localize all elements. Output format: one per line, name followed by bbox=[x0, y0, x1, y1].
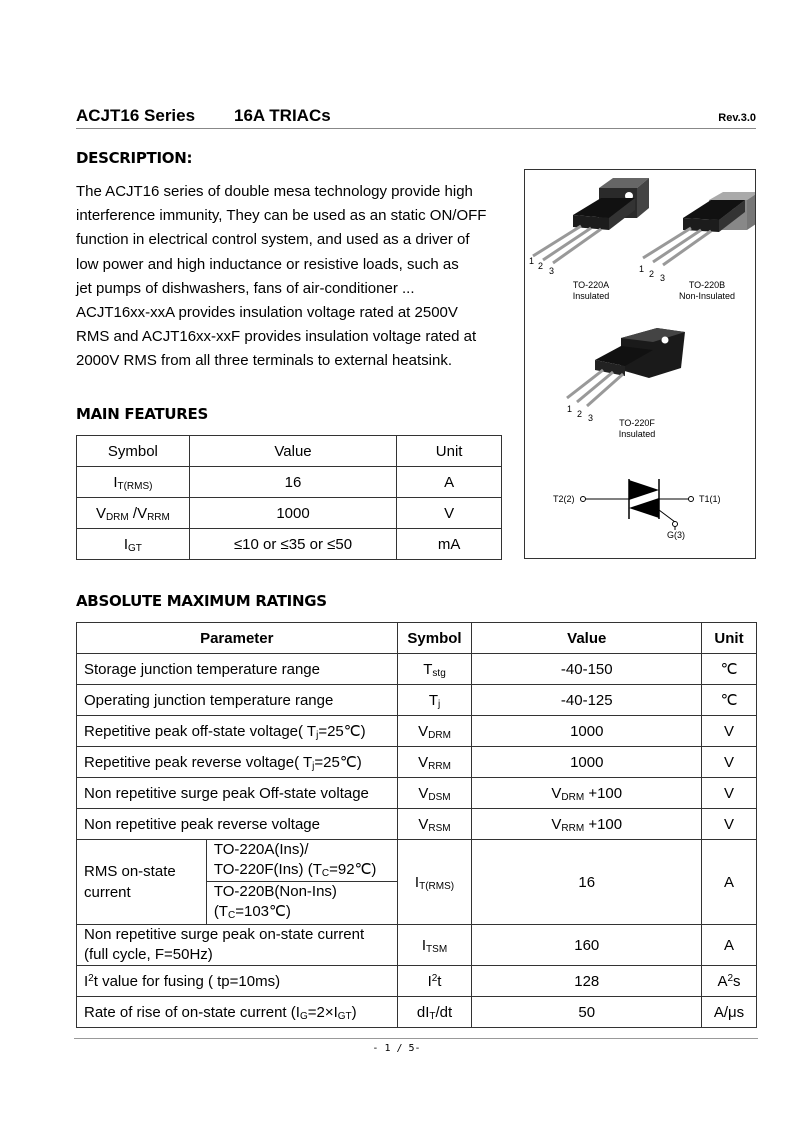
page-number: - 1 / 5- bbox=[372, 1043, 421, 1054]
column-header: Parameter bbox=[77, 623, 398, 654]
unit-cell: ℃ bbox=[702, 654, 757, 685]
value-cell: 1000 bbox=[472, 747, 702, 778]
table-row bbox=[77, 747, 757, 778]
package-label-b bbox=[667, 280, 747, 302]
to220b-package-icon bbox=[643, 192, 755, 265]
unit-cell: V bbox=[702, 809, 757, 840]
footer-rule bbox=[74, 1038, 758, 1039]
column-header: Symbol bbox=[397, 623, 472, 654]
symbol-cell: $I^2t$ bbox=[397, 966, 472, 997]
pin-label: 2 bbox=[649, 269, 655, 279]
parameter-cell: Repetitive peak reverse voltage( $T_j=25℃$) bbox=[77, 747, 398, 778]
t2-terminal-label: T2(2) bbox=[553, 494, 575, 504]
column-header: Value bbox=[189, 436, 396, 467]
table-row bbox=[77, 809, 757, 840]
unit-cell: V bbox=[397, 498, 502, 529]
description-text bbox=[76, 180, 516, 374]
table-row bbox=[77, 966, 757, 997]
triac-symbol-icon bbox=[581, 479, 694, 530]
table-row bbox=[77, 716, 757, 747]
parameter-cell: Non repetitive surge peak on-state current (full cycle, F=50Hz) bbox=[77, 925, 398, 966]
value-cell: 16 bbox=[472, 840, 702, 925]
package-name: TO-220A bbox=[572, 280, 610, 290]
condition-insulated: TO-220A(Ins)/ TO-220F(Ins) $(T_C=92℃)$ bbox=[213, 841, 377, 879]
table-row bbox=[77, 778, 757, 809]
parameter-cell: Non repetitive surge peak Off-state voltage bbox=[77, 778, 398, 809]
symbol-cell: $V_{DSM}$ bbox=[397, 778, 472, 809]
value-cell: -40-125 bbox=[472, 685, 702, 716]
symbol-cell: $T_{stg}$ bbox=[397, 654, 472, 685]
condition-non-insulated: TO-220B(Non-Ins) $(T_C=103℃)$ bbox=[207, 881, 397, 924]
column-header: Value bbox=[472, 623, 702, 654]
table-row bbox=[77, 997, 757, 1028]
value-cell: 50 bbox=[472, 997, 702, 1028]
to220a-package-icon bbox=[533, 178, 649, 263]
parameter-cell: Operating junction temperature range bbox=[77, 685, 398, 716]
parameter-cell: Storage junction temperature range bbox=[77, 654, 398, 685]
parameter-cell: RMS on-state current bbox=[77, 840, 207, 925]
gate-terminal-label: G(3) bbox=[667, 530, 685, 540]
value-cell: ≤10 or ≤35 or ≤50 bbox=[189, 529, 396, 560]
package-label-a bbox=[559, 280, 623, 302]
table-row bbox=[77, 529, 502, 560]
package-insulation: Insulated bbox=[618, 429, 656, 439]
to220f-package-icon bbox=[567, 328, 685, 406]
symbol-cell: $I_{GT}$ bbox=[77, 529, 190, 560]
value-cell: $V_{DRM} +100$ bbox=[472, 778, 702, 809]
table-header-row bbox=[77, 436, 502, 467]
symbol-cell: $V_{DRM}$ bbox=[397, 716, 472, 747]
description-line: 2000V RMS from all three terminals to external heatsink. bbox=[76, 352, 453, 370]
features-heading: MAIN FEATURES bbox=[76, 405, 208, 423]
package-insulation: Non-Insulated bbox=[678, 291, 736, 301]
symbol-cell: $I_{T(RMS)}$ bbox=[397, 840, 472, 925]
pin-label: 2 bbox=[577, 409, 583, 419]
unit-cell: A bbox=[397, 467, 502, 498]
description-line: interference immunity, They can be used as an static ON/OFF bbox=[76, 207, 487, 225]
table-row bbox=[77, 654, 757, 685]
description-line: low power and high inductance or resistive loads, such as bbox=[76, 255, 459, 273]
symbol-cell: $dI_T/dt$ bbox=[397, 997, 472, 1028]
column-header: Symbol bbox=[77, 436, 190, 467]
table-header-row bbox=[77, 623, 757, 654]
unit-cell: V bbox=[702, 778, 757, 809]
unit-cell: mA bbox=[397, 529, 502, 560]
column-header: Unit bbox=[397, 436, 502, 467]
value-cell: $V_{RRM} +100$ bbox=[472, 809, 702, 840]
symbol-cell: $V_{DRM}$ $/V_{RRM}$ bbox=[77, 498, 190, 529]
product-title: 16A TRIACs bbox=[234, 106, 331, 125]
unit-cell: ℃ bbox=[702, 685, 757, 716]
unit-cell: A/μs bbox=[702, 997, 757, 1028]
value-cell: -40-150 bbox=[472, 654, 702, 685]
unit-cell: V bbox=[702, 747, 757, 778]
value-cell: 160 bbox=[472, 925, 702, 966]
pin-label: 3 bbox=[660, 273, 666, 283]
table-row bbox=[77, 685, 757, 716]
symbol-cell: $V_{RSM}$ bbox=[397, 809, 472, 840]
pin-label: 2 bbox=[538, 261, 544, 271]
unit-cell: $A^2s$ bbox=[702, 966, 757, 997]
description-line: The ACJT16 series of double mesa technology provide high bbox=[76, 183, 473, 200]
ratings-heading: ABSOLUTE MAXIMUM RATINGS bbox=[76, 592, 327, 610]
pin-label: 1 bbox=[639, 264, 645, 274]
package-name: TO-220F bbox=[619, 418, 655, 428]
table-row bbox=[77, 925, 757, 966]
package-figure bbox=[524, 169, 756, 559]
description-heading: DESCRIPTION: bbox=[76, 149, 193, 167]
parameter-cell: Rate of rise of on-state current $(I_G=2\times I_{GT})$ bbox=[77, 997, 398, 1028]
unit-cell: A bbox=[702, 925, 757, 966]
table-row bbox=[77, 498, 502, 529]
description-line: function in electrical control system, and used as a driver of bbox=[76, 231, 470, 249]
description-line: RMS and ACJT16xx-xxF provides insulation voltage rated at bbox=[76, 328, 477, 346]
parameter-cell: Non repetitive peak reverse voltage bbox=[77, 809, 398, 840]
t1-terminal-label: T1(1) bbox=[699, 494, 721, 504]
pin-label: 3 bbox=[549, 266, 555, 276]
revision-label: Rev.3.0 bbox=[718, 112, 756, 124]
unit-cell: V bbox=[702, 716, 757, 747]
parameter-cell: Repetitive peak off-state voltage( $T_j=25℃$) bbox=[77, 716, 398, 747]
column-header: Unit bbox=[702, 623, 757, 654]
symbol-cell: $T_j$ bbox=[397, 685, 472, 716]
pin-label: 3 bbox=[588, 413, 594, 423]
unit-cell: A bbox=[702, 840, 757, 925]
symbol-cell: $V_{RRM}$ bbox=[397, 747, 472, 778]
symbol-cell: $I_{TSM}$ bbox=[397, 925, 472, 966]
table-row bbox=[77, 840, 757, 925]
value-cell: 128 bbox=[472, 966, 702, 997]
package-insulation: Insulated bbox=[572, 291, 610, 301]
description-line: ACJT16xx-xxA provides insulation voltage rated at 2500V bbox=[76, 304, 458, 322]
features-table bbox=[76, 435, 502, 560]
condition-cell bbox=[206, 840, 397, 925]
value-cell: 1000 bbox=[189, 498, 396, 529]
series-title: ACJT16 Series bbox=[76, 106, 196, 125]
symbol-cell: $I_{T(RMS)}$ bbox=[77, 467, 190, 498]
package-label-f bbox=[605, 418, 669, 440]
ratings-table bbox=[76, 622, 757, 1028]
parameter-cell: $I^2t$ value for fusing ( tp=10ms) bbox=[77, 966, 398, 997]
value-cell: 1000 bbox=[472, 716, 702, 747]
table-row bbox=[77, 467, 502, 498]
pin-label: 1 bbox=[529, 256, 535, 266]
pin-label: 1 bbox=[567, 404, 573, 414]
package-name: TO-220B bbox=[688, 280, 726, 290]
header-rule bbox=[76, 128, 756, 129]
description-line: jet pumps of dishwashers, fans of air-conditioner ... bbox=[76, 279, 415, 297]
value-cell: 16 bbox=[189, 467, 396, 498]
